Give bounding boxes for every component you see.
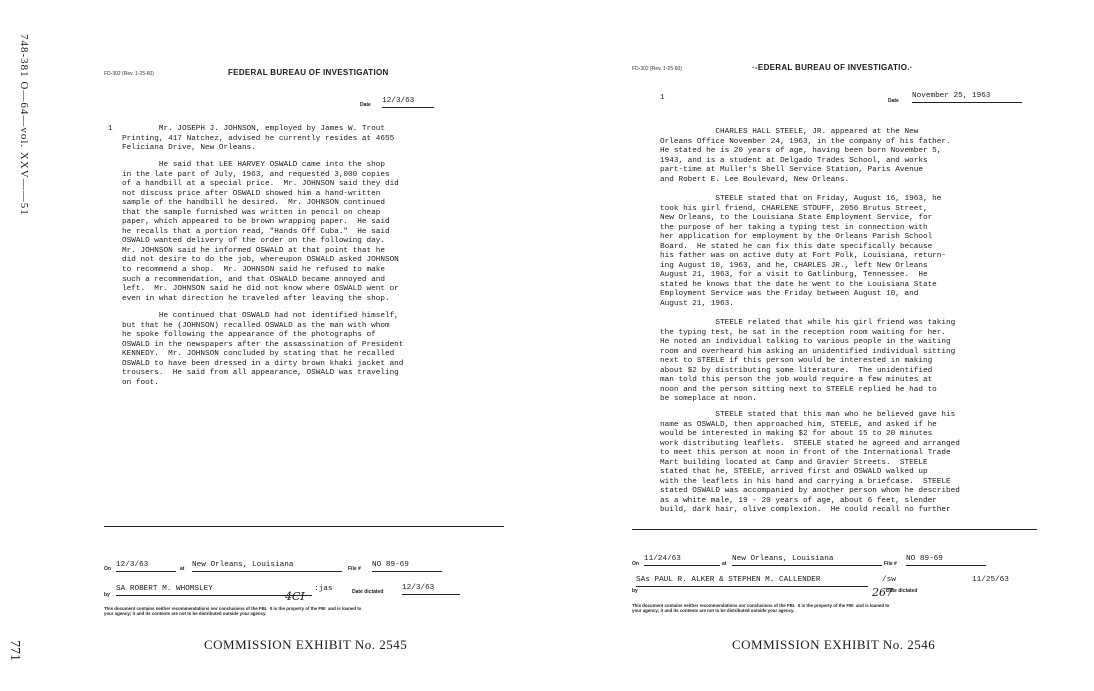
paragraph: STEELE stated that on Friday, August 16, 1963, he took his girl friend, CHARLENE STOUFF, 2056 Brutus Street, New Orleans, to the Louisiana State Employment Service, for the purpose of her taking a typing test in connection with her application for employment by the Orleans Parish School Board. He stated he can fix this date specifically because his father was on active duty at Fort Polk, Louisiana, return- ing August 10, 1963, and he, CHARLES JR., left New Orleans August 21, 1963, for a visit to Gatlinburg, Tennessee. He stated he knows that the date he went to the Louisiana State Employment Service was the Friday between August 10, and August 21, 1963. <box>660 195 947 309</box>
interview-date: 11/24/63 <box>644 555 720 566</box>
agent-names: SAs PAUL R. ALKER & STEPHEN M. CALLENDER <box>636 576 868 587</box>
file-label: File # <box>348 566 361 572</box>
exhibit-caption: COMMISSION EXHIBIT No. 2546 <box>732 637 936 652</box>
at-label: at <box>722 561 727 567</box>
item-number: 1 <box>108 125 113 133</box>
left-document <box>100 0 520 691</box>
exhibit-caption: COMMISSION EXHIBIT No. 2545 <box>204 637 408 652</box>
page-number: 771 <box>7 640 22 661</box>
disclaimer: This document contains neither recommendations nor conclusions of the FBI. It is the property of the FBI and is loaned to your agency; it and its contents are not to be distributed outside your agency. <box>104 606 362 616</box>
paragraph: STEELE stated that this man who he believed gave his name as OSWALD, then approached him, STEELE, and asked if he would be interested in making $2 for about 15 to 20 minutes work distributing leaflets. STEELE stated he agreed and arranged to meet this person at noon in front of the International Trade Mart building located at Camp and Gravier Streets. STEELE stated that he, STEELE, arrived first and OSWALD walked up with the leaflets in his hand and carrying a briefcase. STEELE stated OSWALD was accompanied by another person whom he described as a white male, 19 - 20 years of age, about 6 feet, slender build, dark hair, olive complexion. He could recall no further <box>660 411 960 515</box>
file-label: File # <box>884 561 897 567</box>
report-date: 12/3/63 <box>382 97 434 108</box>
divider <box>104 526 504 527</box>
dictated-label: Date dictated <box>886 588 918 594</box>
dictated-date: 11/25/63 <box>972 576 1009 584</box>
handwritten-mark: 4CI <box>285 590 305 603</box>
agency-header: FEDERAL BUREAU OF INVESTIGATION <box>228 68 389 77</box>
item-number: 1 <box>660 94 665 102</box>
typist-initials: :jas <box>314 585 333 593</box>
typist-initials: /sw <box>882 576 896 584</box>
interview-location: New Orleans, Louisiana <box>732 555 882 566</box>
interview-location: New Orleans, Louisiana <box>192 561 342 572</box>
dictated-label: Date dictated <box>352 589 384 595</box>
paragraph: He said that LEE HARVEY OSWALD came into the shop in the late part of July, 1963, and requested 3,000 copies of a handbill at a special price. Mr. JOHNSON said they did not discuss price after OSWALD showed him a hand-written sample of the handbill he desired. Mr. JOHNSON continued that the sample furnished was written in pencil on cheap paper, which appeared to be brown wrapping paper. He said he recalls that a portion read, "Hands Off Cuba." He said OSWALD wanted delivery of the order on the following day. Mr. JOHNSON said he informed OSWALD at that point that he did not desire to do the job, whereupon OSWALD asked JOHNSON to recommend a shop. Mr. JOHNSON said he refused to make such a recommendation, and that OSWALD became annoyed and left. Mr. JOHNSON said he did not know where OSWALD went or even in what direction he traveled after leaving the shop. <box>122 161 399 303</box>
by-label: by <box>104 592 110 598</box>
on-label: On <box>632 561 639 567</box>
paragraph: STEELE related that while his girl friend was taking the typing test, he sat in the reception room waiting for her. He noted an individual talking to various people in the waiting room and overheard him asking an unidentified individual sitting next to STEELE if this person would be interested in making about $2 by distributing some literature. The unidentified man told this person the job would require a few minutes at noon and the person sitting next to STEELE replied he had to be someplace at noon. <box>660 319 956 404</box>
paragraph: CHARLES HALL STEELE, JR. appeared at the New Orleans Office November 24, 1963, in the company of his father. He stated he is 20 years of age, having been born November 5, 1943, and is a student at Delgado Trades School, and works part-time at Muller's Shell Service Station, Paris Avenue and Robert E. Lee Boulevard, New Orleans. <box>660 128 951 184</box>
divider <box>632 529 1037 530</box>
by-label: by <box>632 588 638 594</box>
right-document <box>632 0 1062 691</box>
report-date: November 25, 1963 <box>912 92 1022 103</box>
at-label: at <box>180 566 185 572</box>
margin-volume-reference: 748-381 O—64—vol. XXV——51 <box>18 34 30 216</box>
interview-date: 12/3/63 <box>116 561 176 572</box>
agent-names: SA ROBERT M. WHOMSLEY <box>116 585 312 596</box>
agency-header: ·-EDERAL BUREAU OF INVESTIGATIO.· <box>752 63 913 72</box>
file-number: NO 89-69 <box>372 561 442 572</box>
date-label: Date <box>360 102 371 108</box>
dictated-date: 12/3/63 <box>402 584 460 595</box>
on-label: On <box>104 566 111 572</box>
file-number: NO 89-69 <box>906 555 986 566</box>
paragraph: He continued that OSWALD had not identified himself, but that he (JOHNSON) recalled OSWALD as the man with whom he spoke following the appearance of the photographs of OSWALD in the newspapers after the assassination of President KENNEDY. Mr. JOHNSON concluded by stating that he recalled OSWALD to have been dressed in a dirty brown khaki jacket and trousers. He said from all appearance, OSWALD was traveling on foot. <box>122 312 404 387</box>
form-number: FD-302 (Rev. 1-25-60) <box>104 71 154 77</box>
disclaimer: This document contains neither recommendations nor conclusions of the FBI. It is the property of the FBI and is loaned to your agency; it and its contents are not to be distributed outside your agency. <box>632 603 890 613</box>
date-label: Date <box>888 98 899 104</box>
handwritten-mark: 267 <box>872 586 893 599</box>
form-number: FD-302 (Rev. 1-25-60) <box>632 66 682 72</box>
paragraph: Mr. JOSEPH J. JOHNSON, employed by James W. Trout Printing, 417 Natchez, advised he currently resides at 4655 Feliciana Drive, New Orleans. <box>122 125 395 153</box>
